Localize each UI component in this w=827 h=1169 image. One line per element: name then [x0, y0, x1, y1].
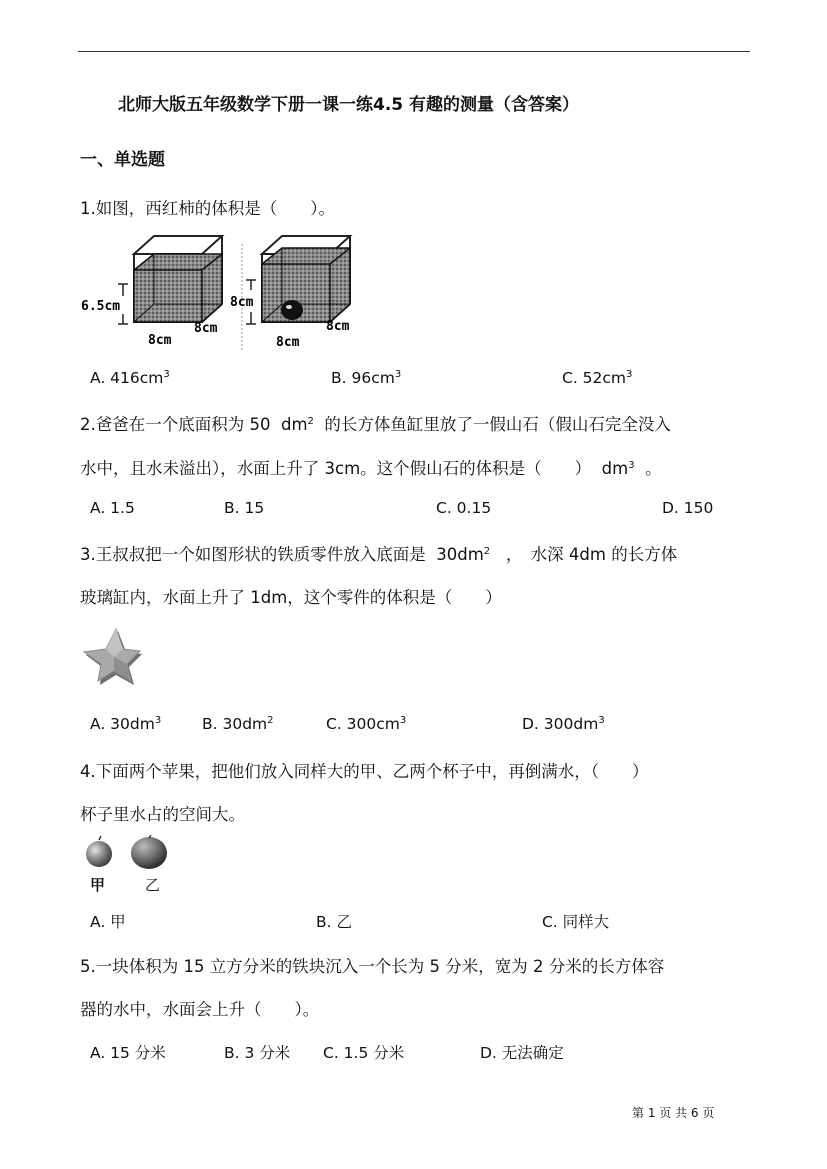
star-part-icon — [82, 627, 144, 689]
question-2-option-b[interactable]: B. 15 — [224, 499, 265, 517]
question-2-option-c[interactable]: C. 0.15 — [436, 499, 492, 517]
container-box-before — [134, 236, 222, 322]
label-water-height-after: 8cm — [230, 295, 254, 310]
label-depth-before: 8cm — [194, 321, 218, 336]
question-2-option-a[interactable]: A. 1.5 — [90, 499, 135, 517]
header-rule — [78, 51, 750, 52]
question-5-option-a[interactable]: A. 15 分米 — [90, 1044, 166, 1062]
question-5-option-d[interactable]: D. 无法确定 — [480, 1044, 564, 1062]
question-3-line-2: 玻璃缸内，水面上升了 1dm，这个零件的体积是（ ） — [80, 588, 502, 607]
question-5-line-2: 器的水中，水面会上升（ ）。 — [80, 1000, 320, 1019]
tomato-icon — [281, 300, 303, 320]
label-water-height-before: 6.5cm — [81, 299, 121, 314]
question-5-line-1: 5.一块体积为 15 立方分米的铁块沉入一个长为 5 分米，宽为 2 分米的长方体容 — [80, 957, 665, 976]
label-depth-after: 8cm — [326, 319, 350, 334]
question-5-option-c[interactable]: C. 1.5 分米 — [323, 1044, 405, 1062]
fruit-label-jia: 甲 — [90, 876, 106, 894]
page-footer: 第 1 页 共 6 页 — [632, 1106, 715, 1120]
label-width-after: 8cm — [276, 335, 300, 350]
apples-figure — [84, 835, 174, 871]
question-4-line-2: 杯子里水占的空间大。 — [80, 805, 245, 824]
question-4-option-a[interactable]: A. 甲 — [90, 913, 126, 931]
section-heading: 一、单选题 — [80, 150, 165, 170]
question-2-line-2: 水中，且水未溢出），水面上升了 3cm。这个假山石的体积是（ ） $dm^3$ 。 — [80, 459, 662, 478]
document-title: 北师大版五年级数学下册一课一练4.5 有趣的测量（含答案） — [118, 95, 580, 115]
question-3-line-1: 3.王叔叔把一个如图形状的铁质零件放入底面是 $30dm^2$ ， 水深 4dm 的长方体 — [80, 545, 678, 564]
question-4-line-1: 4.下面两个苹果，把他们放入同样大的甲、乙两个杯子中，再倒满水，（ ） — [80, 762, 649, 781]
question-1-figure — [80, 232, 370, 352]
question-3-option-c[interactable]: C. $300cm^3$ — [326, 715, 407, 733]
question-1-text: 1.如图，西红柿的体积是（ ）。 — [80, 199, 335, 218]
fruit-label-yi: 乙 — [145, 876, 161, 894]
apple-small-icon — [86, 841, 112, 867]
question-2-line-1: 2.爸爸在一个底面积为 50 $dm^2$ 的长方体鱼缸里放了一假山石（假山石完全没入 — [80, 415, 671, 434]
question-1-option-b[interactable]: B. $96cm^3$ — [331, 369, 402, 387]
question-3-option-d[interactable]: D. $300dm^3$ — [522, 715, 605, 733]
apple-large-icon — [131, 837, 167, 869]
container-box-after — [262, 236, 350, 322]
question-3-option-a[interactable]: A. $30dm^3$ — [90, 715, 162, 733]
question-1-option-a[interactable]: A. $416cm^3$ — [90, 369, 170, 387]
question-4-option-b[interactable]: B. 乙 — [316, 913, 352, 931]
label-width-before: 8cm — [148, 333, 172, 348]
question-5-option-b[interactable]: B. 3 分米 — [224, 1044, 291, 1062]
question-2-option-d[interactable]: D. 150 — [662, 499, 714, 517]
question-4-option-c[interactable]: C. 同样大 — [542, 913, 610, 931]
question-3-option-b[interactable]: B. $30dm^2$ — [202, 715, 274, 733]
question-1-option-c[interactable]: C. $52cm^3$ — [562, 369, 633, 387]
